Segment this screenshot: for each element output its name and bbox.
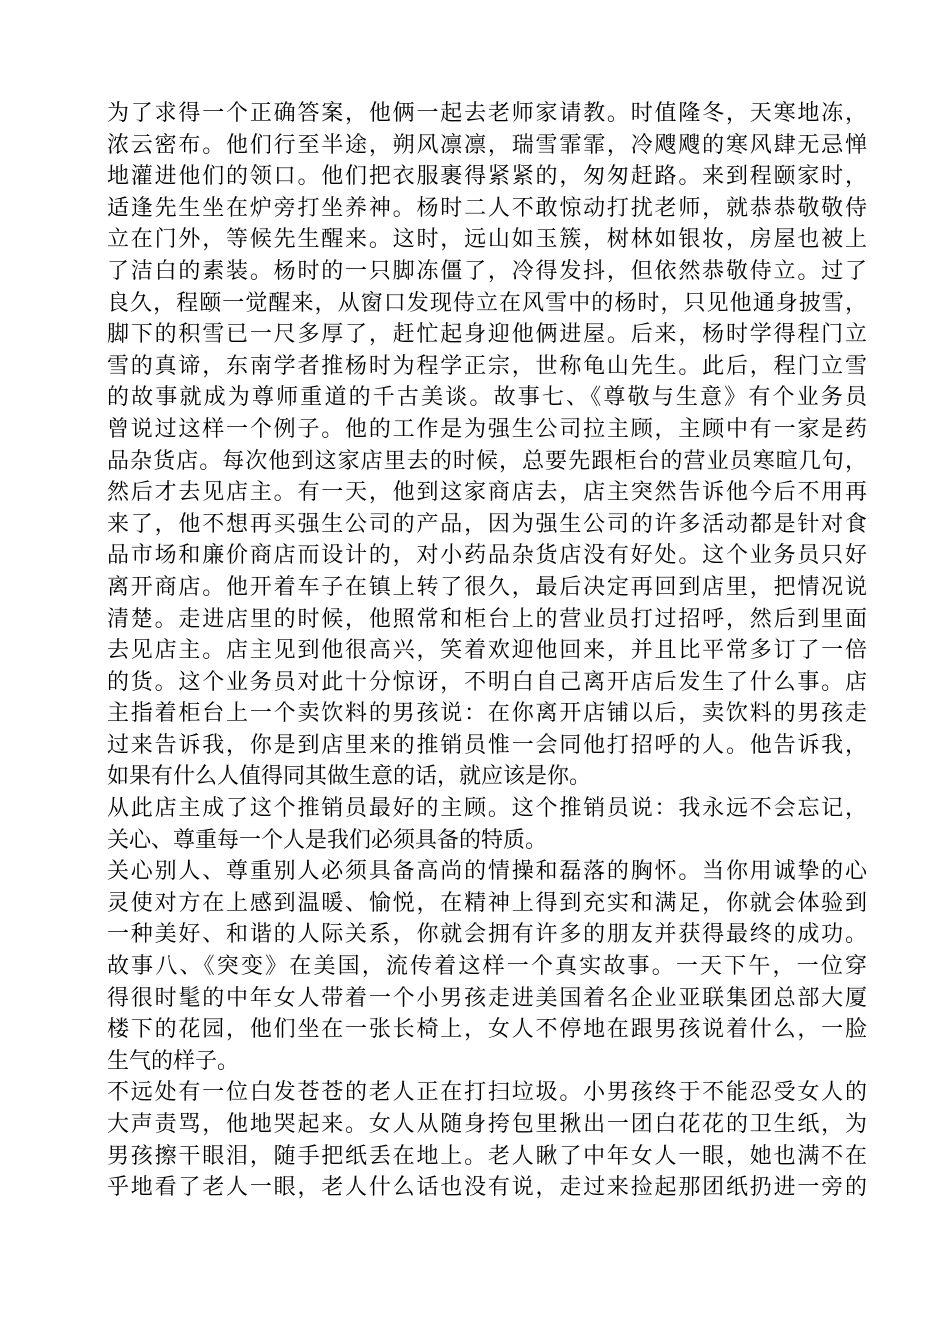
text-line: 灵使对方在上感到温暖、愉悦，在精神上得到充实和满足，你就会体验到 [107,890,867,916]
text-line: 浓云密布。他们行至半途，朔风凛凛，瑞雪霏霏，冷飕飕的寒风肆无忌惮 [107,132,867,158]
text-line: 立在门外，等候先生醒来。这时，远山如玉簇，树林如银妆，房屋也被上 [107,227,867,253]
text-line: 关心、尊重每一个人是我们必须具备的特质。 [107,827,548,853]
text-line: 楼下的花园，他们坐在一张长椅上，女人不停地在跟男孩说着什么，一脸 [107,1017,867,1043]
text-line: 了洁白的素装。杨时的一只脚冻僵了，冷得发抖，但依然恭敬侍立。过了 [107,258,867,284]
text-line: 得很时髦的中年女人带着一个小男孩走进美国着名企业亚联集团总部大厦 [107,985,867,1011]
text-line: 不远处有一位白发苍苍的老人正在打扫垃圾。小男孩终于不能忍受女人的 [107,1080,867,1106]
text-line: 曾说过这样一个例子。他的工作是为强生公司拉主顾，主顾中有一家是药 [107,416,867,442]
text-line: 男孩擦干眼泪，随手把纸丢在地上。老人瞅了中年女人一眼，她也满不在 [107,1143,867,1169]
text-line: 从此店主成了这个推销员最好的主顾。这个推销员说：我永远不会忘记， [107,796,867,822]
text-line: 品杂货店。每次他到这家店里去的时候，总要先跟柜台的营业员寒暄几句， [107,448,867,474]
text-line: 去见店主。店主见到他很高兴，笑着欢迎他回来，并且比平常多订了一倍 [107,638,867,664]
text-line: 的货。这个业务员对此十分惊讶，不明白自己离开店后发生了什么事。店 [107,669,867,695]
text-line: 关心别人、尊重别人必须具备高尚的情操和磊落的胸怀。当你用诚挚的心 [107,859,867,885]
text-line: 故事八、《突变》在美国，流传着这样一个真实故事。一天下午，一位穿 [107,954,867,980]
text-line: 主指着柜台上一个卖饮料的男孩说：在你离开店铺以后，卖饮料的男孩走 [107,701,867,727]
text-line: 离开商店。他开着车子在镇上转了很久，最后决定再回到店里，把情况说 [107,574,867,600]
text-line: 如果有什么人值得同其做生意的话，就应该是你。 [107,764,592,790]
text-line: 来了，他不想再买强生公司的产品，因为强生公司的许多活动都是针对食 [107,511,867,537]
text-line: 大声责骂，他地哭起来。女人从随身挎包里揪出一团白花花的卫生纸，为 [107,1112,867,1137]
text-line: 乎地看了老人一眼，老人什么话也没有说，走过来捡起那团纸扔进一旁的 [107,1175,867,1201]
text-line: 生气的样子。 [107,1048,240,1074]
text-line: 过来告诉我，你是到店里来的推销员惟一会同他打招呼的人。他告诉我， [107,732,867,758]
text-line: 雪的真谛，东南学者推杨时为程学正宗，世称龟山先生。此后，程门立雪 [107,353,867,379]
text-line: 品市场和廉价商店而设计的，对小药品杂货店没有好处。这个业务员只好 [107,543,867,569]
text-line: 的故事就成为尊师重道的千古美谈。故事七、《尊敬与生意》有个业务员 [107,385,867,411]
text-line: 为了求得一个正确答案，他俩一起去老师家请教。时值隆冬，天寒地冻， [107,101,867,126]
text-line: 一种美好、和谐的人际关系，你就会拥有许多的朋友并获得最终的成功。 [107,922,867,948]
text-line: 然后才去见店主。有一天，他到这家商店去，店主突然告诉他今后不用再 [107,480,867,506]
text-line: 地灌进他们的领口。他们把衣服裹得紧紧的，匆匆赶路。来到程颐家时， [107,164,867,190]
text-line: 适逢先生坐在炉旁打坐养神。杨时二人不敢惊动打扰老师，就恭恭敬敬侍 [107,195,867,221]
text-line: 清楚。走进店里的时候，他照常和柜台上的营业员打过招呼，然后到里面 [107,606,867,632]
text-line: 良久，程颐一觉醒来，从窗口发现侍立在风雪中的杨时，只见他通身披雪， [107,290,867,316]
document-body [107,98,867,1204]
text-line: 脚下的积雪已一尺多厚了，赶忙起身迎他俩进屋。后来，杨时学得程门立 [107,322,867,348]
